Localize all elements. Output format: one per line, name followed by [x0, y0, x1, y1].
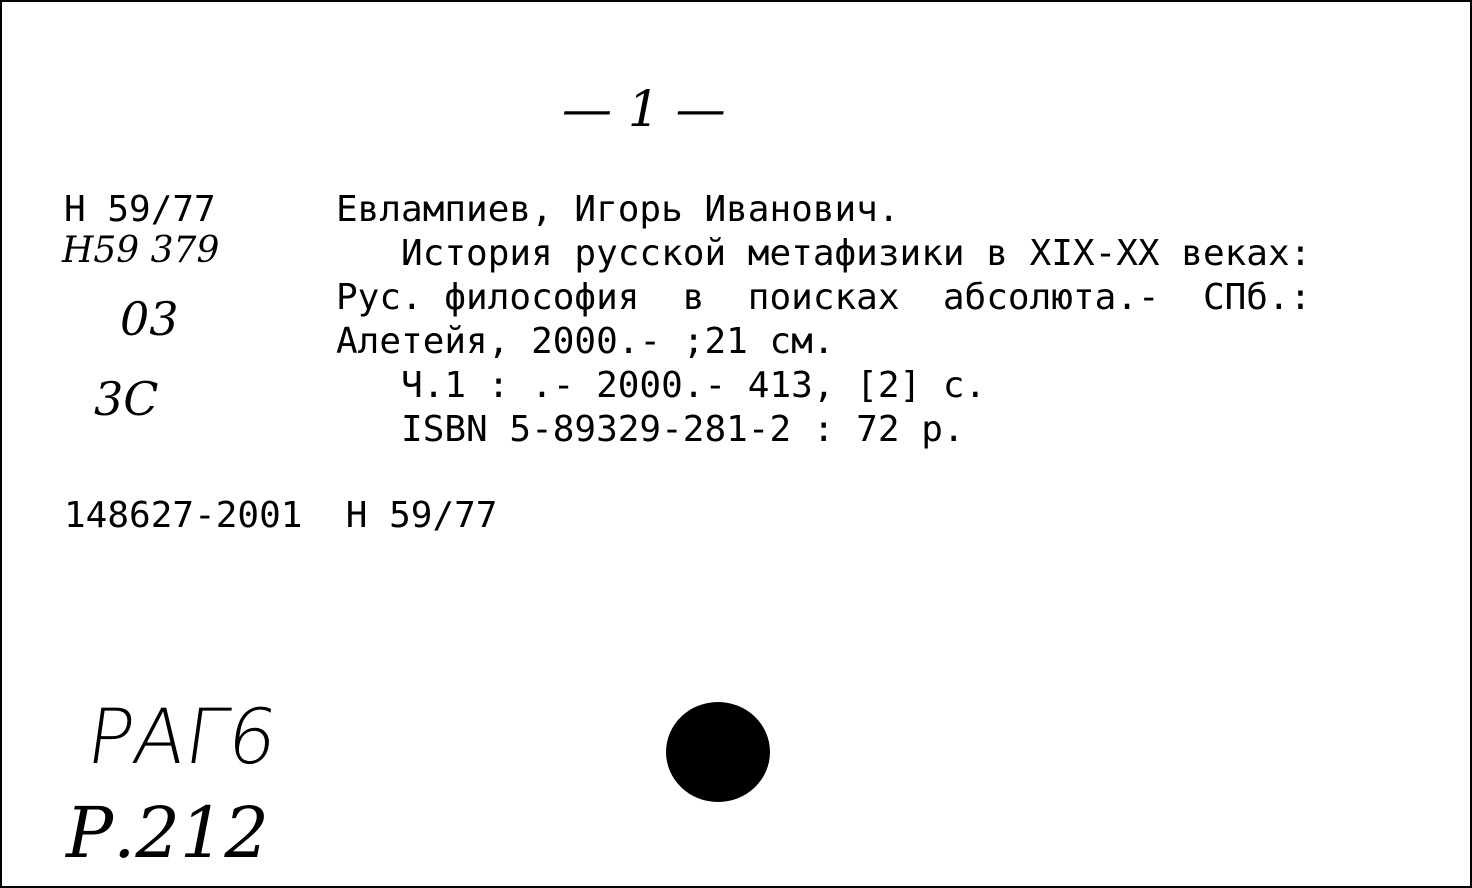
publisher-line: Алетейя, 2000.- ;21 см. — [336, 321, 835, 362]
handwritten-shelf-code: Р.212 — [66, 792, 269, 874]
author-line: Евлампиев, Игорь Иванович. — [336, 189, 900, 230]
handwritten-mark-3c: 3C — [94, 372, 159, 426]
handwritten-location-code: РАГ6 — [81, 692, 283, 781]
registration-line: 148627-2001 Н 59/77 — [64, 495, 498, 536]
isbn-line: ISBN 5-89329-281-2 : 72 р. — [336, 409, 965, 450]
punch-hole — [666, 702, 770, 802]
top-sequence-number: — 1 — — [562, 80, 726, 138]
title-line-2: Рус. философия в поисках абсолюта.- СПб.: — [336, 277, 1312, 318]
handwritten-mark-o3: 03 — [120, 292, 179, 346]
title-line-1: История русской метафизики в XIX-XX веках: — [336, 233, 1312, 274]
handwritten-call-number: Н59 379 — [62, 230, 220, 271]
call-number: Н 59/77 — [64, 189, 216, 230]
part-line: Ч.1 : .- 2000.- 413, [2] с. — [336, 365, 987, 406]
